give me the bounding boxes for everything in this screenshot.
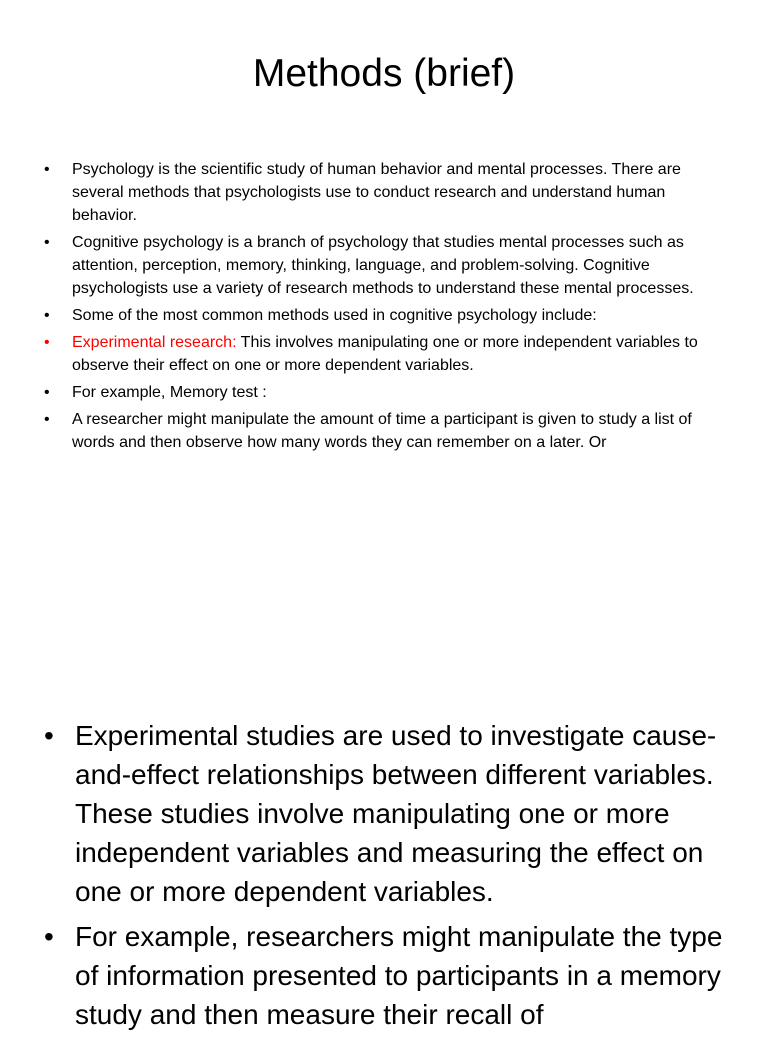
list-item [44,231,724,300]
highlight-text: Experimental research: [72,334,237,351]
bullet-text: Some of the most common methods used in cognitive psychology include: [72,307,597,324]
list-item [44,331,724,377]
bullet-icon: • [44,411,50,428]
bullet-text: This involves manipulating one or more independent variables to observe their effect on one or more dependent variables. [72,334,698,374]
list-item [44,381,724,404]
bullet-icon: • [44,720,54,751]
bullet-text: For example, researchers might manipulate the type of information presented to participants in a memory study and then measure their recall of [75,921,723,1030]
list-item [44,408,724,454]
bullet-text: Psychology is the scientific study of human behavior and mental processes. There are several methods that psychologists use to conduct research and understand human behavior. [72,161,681,224]
bullet-icon: • [44,384,50,401]
bullet-text: A researcher might manipulate the amount of time a participant is given to study a list of words and then observe how many words they can remember on a later. Or [72,411,692,451]
bullet-text: Cognitive psychology is a branch of psychology that studies mental processes such as attention, perception, memory, thinking, language, and problem-solving. Cognitive psychologists use a variety of research methods to understand these mental processes. [72,234,694,297]
bullet-list [44,158,724,458]
slide-title: Methods (brief) [252,52,516,95]
bullet-text: Experimental studies are used to investigate cause-and-effect relationships between different variables. These studies involve manipulating one or more independent variables and measuring the effect on one or more dependent variables. [75,720,717,907]
bullet-icon: • [44,161,50,178]
list-item [44,917,734,1034]
bullet-icon: • [44,234,50,251]
bullet-icon: • [44,921,54,952]
bullet-icon: • [44,334,50,351]
bullet-list-large [44,716,734,1040]
list-item [44,304,724,327]
list-item [44,716,734,911]
list-item [44,158,724,227]
bullet-icon: • [44,307,50,324]
bullet-text: For example, Memory test : [72,384,267,401]
